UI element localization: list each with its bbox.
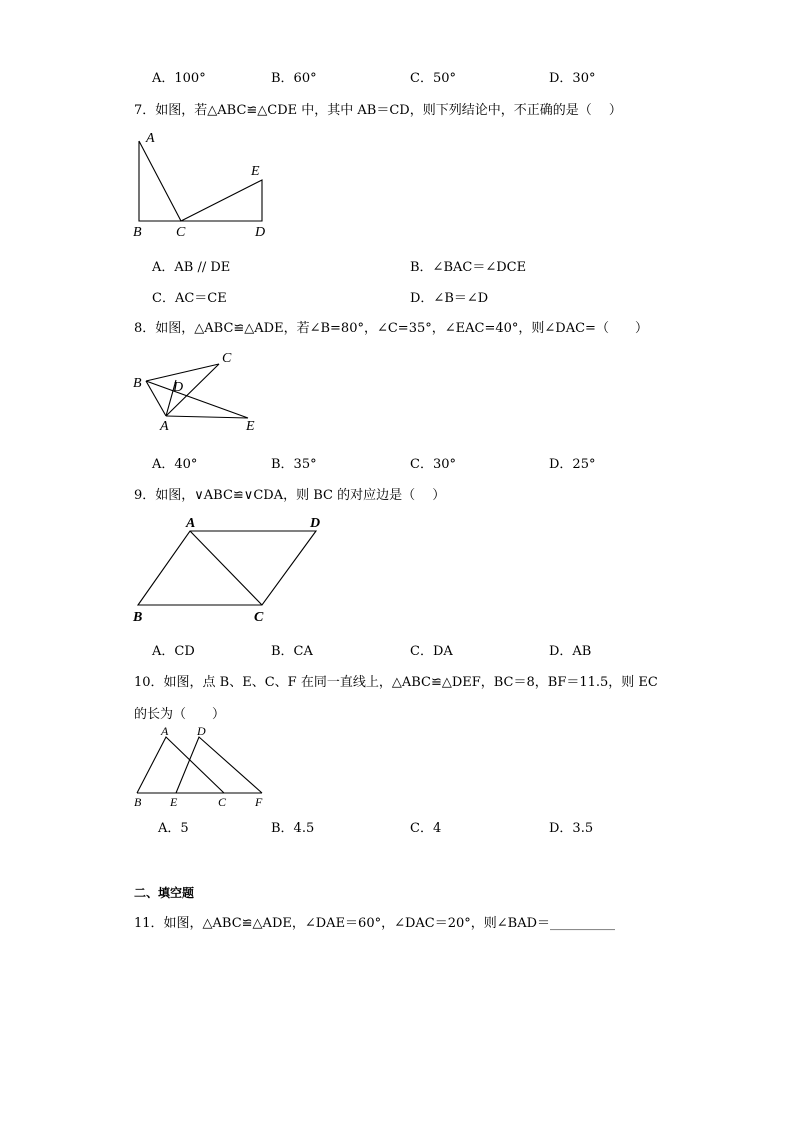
q8-option-a: A．40° <box>152 457 198 472</box>
q9-option-d: D．AB <box>549 644 592 659</box>
q8-label-e: E <box>246 419 255 434</box>
q9-label-a: A <box>186 516 196 531</box>
q9-label-c: C <box>254 610 264 625</box>
q10-label-c: C <box>218 795 227 809</box>
q9-option-a: A．CD <box>152 644 195 659</box>
q6-option-b: B．60° <box>271 71 317 86</box>
q7-stem: 7．如图，若△ABC≌△CDE 中，其中 AB＝CD，则下列结论中，不正确的是（ ） <box>134 103 622 118</box>
q10-label-a: A <box>161 724 169 738</box>
section-title: 二、填空题 <box>134 886 195 900</box>
q10-label-d: D <box>197 724 206 738</box>
q9-option-b: B．CA <box>271 644 313 659</box>
q8-option-b: B．35° <box>271 457 317 472</box>
q11-stem: 11．如图，△ABC≌△ADE，∠DAE＝60°，∠DAC＝20°，则∠BAD＝__________ <box>134 916 616 931</box>
q7-label-e: E <box>251 164 260 179</box>
q6-option-d: D．30° <box>549 71 596 86</box>
q9-label-d: D <box>310 516 321 531</box>
q7-label-b: B <box>133 225 142 240</box>
q7-option-a: A．AB // DE <box>152 260 231 275</box>
q7-option-c: C．AC＝CE <box>152 291 227 306</box>
q10-label-e: E <box>170 795 178 809</box>
q10-option-d: D．3.5 <box>549 821 594 836</box>
q10-option-b: B．4.5 <box>271 821 315 836</box>
q10-label-b: B <box>134 795 142 809</box>
q10-stem-line2: 的长为（ ） <box>134 707 226 722</box>
q8-label-b: B <box>133 376 142 391</box>
q10-option-a: A．5 <box>158 821 189 836</box>
q6-option-c: C．50° <box>410 71 456 86</box>
q7-option-b: B．∠BAC＝∠DCE <box>410 260 527 275</box>
q10-label-f: F <box>255 795 263 809</box>
q8-label-d: D <box>173 380 184 395</box>
q8-option-d: D．25° <box>549 457 596 472</box>
q9-stem: 9．如图，∨ABC≌∨CDA，则 BC 的对应边是（ ） <box>134 488 446 503</box>
q7-label-a: A <box>146 131 155 146</box>
q8-label-c: C <box>222 351 232 366</box>
q7-option-d: D．∠B＝∠D <box>410 291 489 306</box>
q10-option-c: C．4 <box>410 821 442 836</box>
q7-label-d: D <box>255 225 266 240</box>
q10-stem-line1: 10．如图，点 B、E、C、F 在同一直线上，△ABC≌△DEF，BC＝8，BF＝11.5，则 EC <box>134 675 658 690</box>
q9-option-c: C．DA <box>410 644 453 659</box>
q9-label-b: B <box>133 610 143 625</box>
q8-option-c: C．30° <box>410 457 456 472</box>
q8-label-a: A <box>160 419 169 434</box>
q8-stem: 8．如图，△ABC≌△ADE，若∠B=80°，∠C=35°，∠EAC=40°，则∠DAC=（ ） <box>134 321 648 336</box>
q7-label-c: C <box>176 225 186 240</box>
q6-option-a: A．100° <box>152 71 206 86</box>
